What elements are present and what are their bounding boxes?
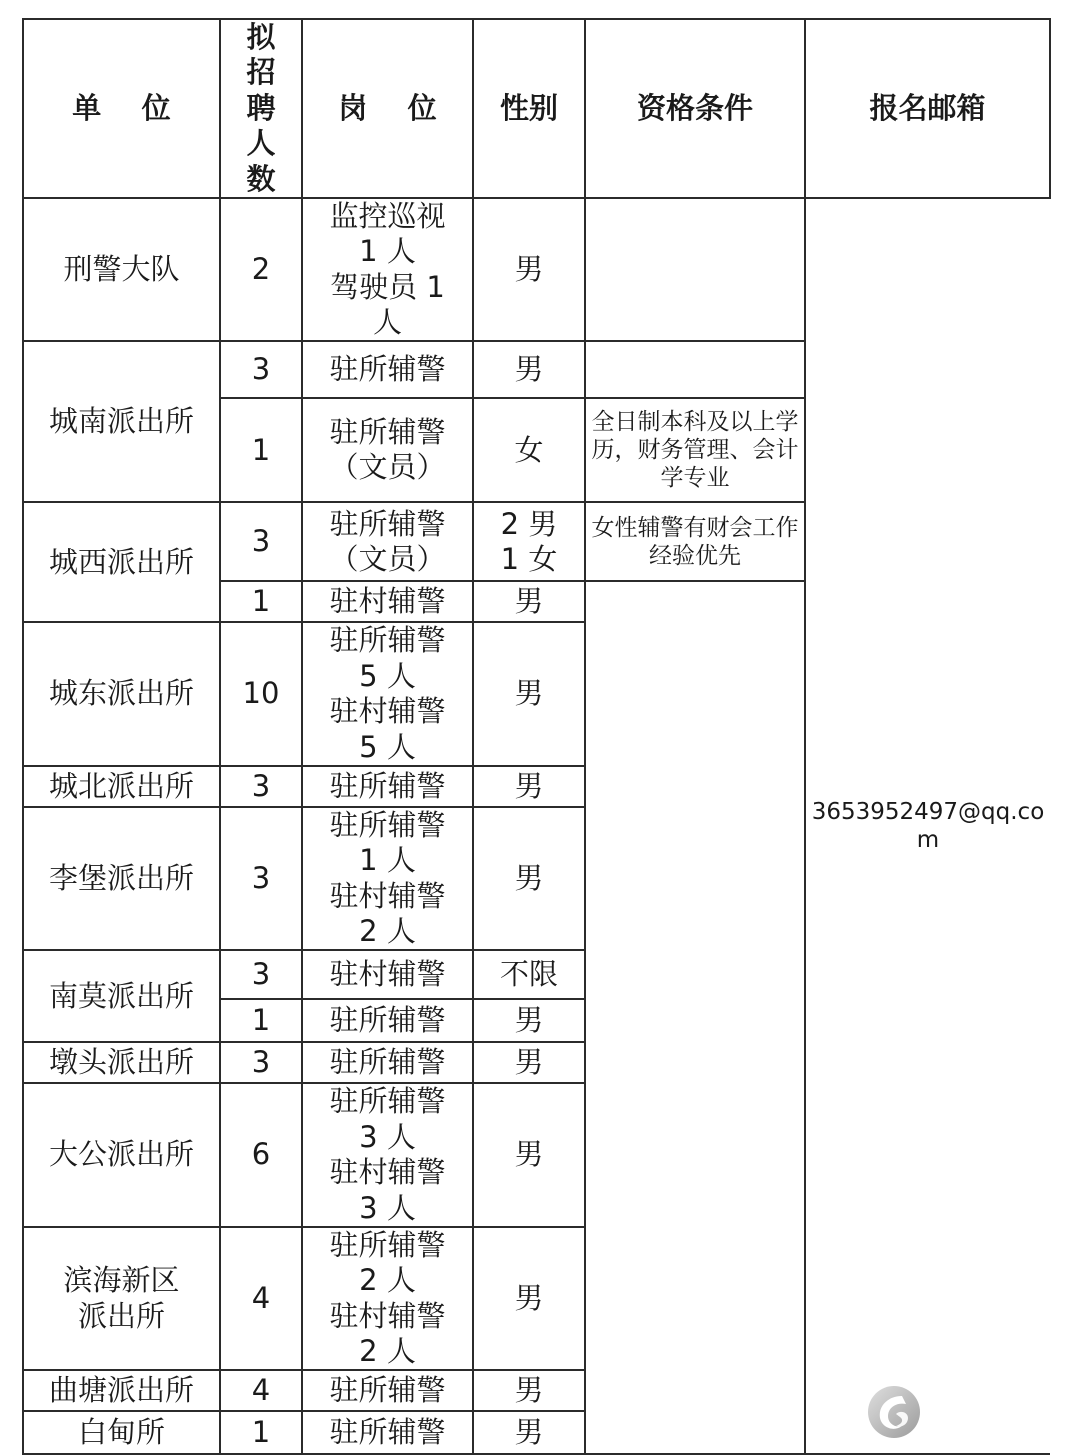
gender-cell: 男 xyxy=(473,1042,585,1083)
header-unit: 单 位 xyxy=(23,19,220,198)
header-email: 报名邮箱 xyxy=(805,19,1050,198)
count-cell: 1 xyxy=(220,398,302,502)
count-cell: 6 xyxy=(220,1083,302,1227)
gender-cell: 男 xyxy=(473,581,585,622)
gender-cell: 2 男 1 女 xyxy=(473,502,585,581)
header-count: 拟招聘人数 xyxy=(220,19,302,198)
unit-cell: 墩头派出所 xyxy=(23,1042,220,1083)
watermark-logo-icon xyxy=(866,1384,922,1440)
email-cell: 3653952497@qq.com xyxy=(805,198,1050,1455)
unit-cell: 南莫派出所 xyxy=(23,950,220,1042)
position-cell: 驻所辅警 1 人 驻村辅警 2 人 xyxy=(302,807,473,951)
position-cell: 驻所辅警 xyxy=(302,341,473,398)
unit-cell: 刑警大队 xyxy=(23,198,220,342)
qualification-cell-accounting: 全日制本科及以上学历，财务管理、会计学专业 xyxy=(585,398,805,502)
gender-cell: 男 xyxy=(473,807,585,951)
header-gender: 性别 xyxy=(473,19,585,198)
unit-cell: 城西派出所 xyxy=(23,502,220,622)
count-cell: 1 xyxy=(220,581,302,622)
count-cell: 4 xyxy=(220,1370,302,1411)
position-cell: 驻所辅警 （文员） xyxy=(302,502,473,581)
position-cell: 驻所辅警 xyxy=(302,1411,473,1454)
unit-cell: 城东派出所 xyxy=(23,622,220,766)
position-cell: 驻所辅警 5 人 驻村辅警 5 人 xyxy=(302,622,473,766)
gender-cell: 男 xyxy=(473,622,585,766)
unit-cell: 城北派出所 xyxy=(23,766,220,807)
recruitment-table xyxy=(22,18,1051,1455)
count-cell: 1 xyxy=(220,999,302,1042)
position-cell: 驻所辅警 xyxy=(302,999,473,1042)
unit-cell: 滨海新区 派出所 xyxy=(23,1227,220,1371)
gender-cell: 男 xyxy=(473,1370,585,1411)
count-cell: 3 xyxy=(220,950,302,999)
position-cell: 驻所辅警 （文员） xyxy=(302,398,473,502)
position-cell: 驻所辅警 2 人 驻村辅警 2 人 xyxy=(302,1227,473,1371)
gender-cell: 男 xyxy=(473,1083,585,1227)
qualification-cell xyxy=(585,341,805,398)
position-cell: 驻村辅警 xyxy=(302,950,473,999)
unit-cell: 曲塘派出所 xyxy=(23,1370,220,1411)
position-cell: 驻所辅警 3 人 驻村辅警 3 人 xyxy=(302,1083,473,1227)
unit-cell: 李堡派出所 xyxy=(23,807,220,951)
count-cell: 1 xyxy=(220,1411,302,1454)
count-cell: 4 xyxy=(220,1227,302,1371)
gender-cell: 男 xyxy=(473,198,585,342)
unit-cell: 大公派出所 xyxy=(23,1083,220,1227)
count-cell: 10 xyxy=(220,622,302,766)
header-position: 岗 位 xyxy=(302,19,473,198)
position-cell: 监控巡视 1 人 驾驶员 1 人 xyxy=(302,198,473,342)
unit-cell: 城南派出所 xyxy=(23,341,220,502)
gender-cell: 女 xyxy=(473,398,585,502)
count-cell: 2 xyxy=(220,198,302,342)
position-cell: 驻所辅警 xyxy=(302,1370,473,1411)
gender-cell: 男 xyxy=(473,341,585,398)
header-qualification: 资格条件 xyxy=(585,19,805,198)
gender-cell: 男 xyxy=(473,1227,585,1371)
unit-cell: 白甸所 xyxy=(23,1411,220,1454)
position-cell: 驻村辅警 xyxy=(302,581,473,622)
gender-cell: 男 xyxy=(473,999,585,1042)
position-cell: 驻所辅警 xyxy=(302,1042,473,1083)
header-row xyxy=(23,19,1050,198)
qualification-cell xyxy=(585,198,805,342)
position-cell: 驻所辅警 xyxy=(302,766,473,807)
gender-cell: 男 xyxy=(473,766,585,807)
table-row xyxy=(23,198,1050,342)
border-gap xyxy=(1046,1382,1054,1444)
count-cell: 3 xyxy=(220,766,302,807)
qualification-cell-preferred: 女性辅警有财会工作经验优先 xyxy=(585,502,805,581)
count-cell: 3 xyxy=(220,807,302,951)
count-cell: 3 xyxy=(220,502,302,581)
count-cell: 3 xyxy=(220,341,302,398)
gender-cell: 男 xyxy=(473,1411,585,1454)
gender-cell: 不限 xyxy=(473,950,585,999)
qualification-cell-empty xyxy=(585,581,805,1454)
count-cell: 3 xyxy=(220,1042,302,1083)
